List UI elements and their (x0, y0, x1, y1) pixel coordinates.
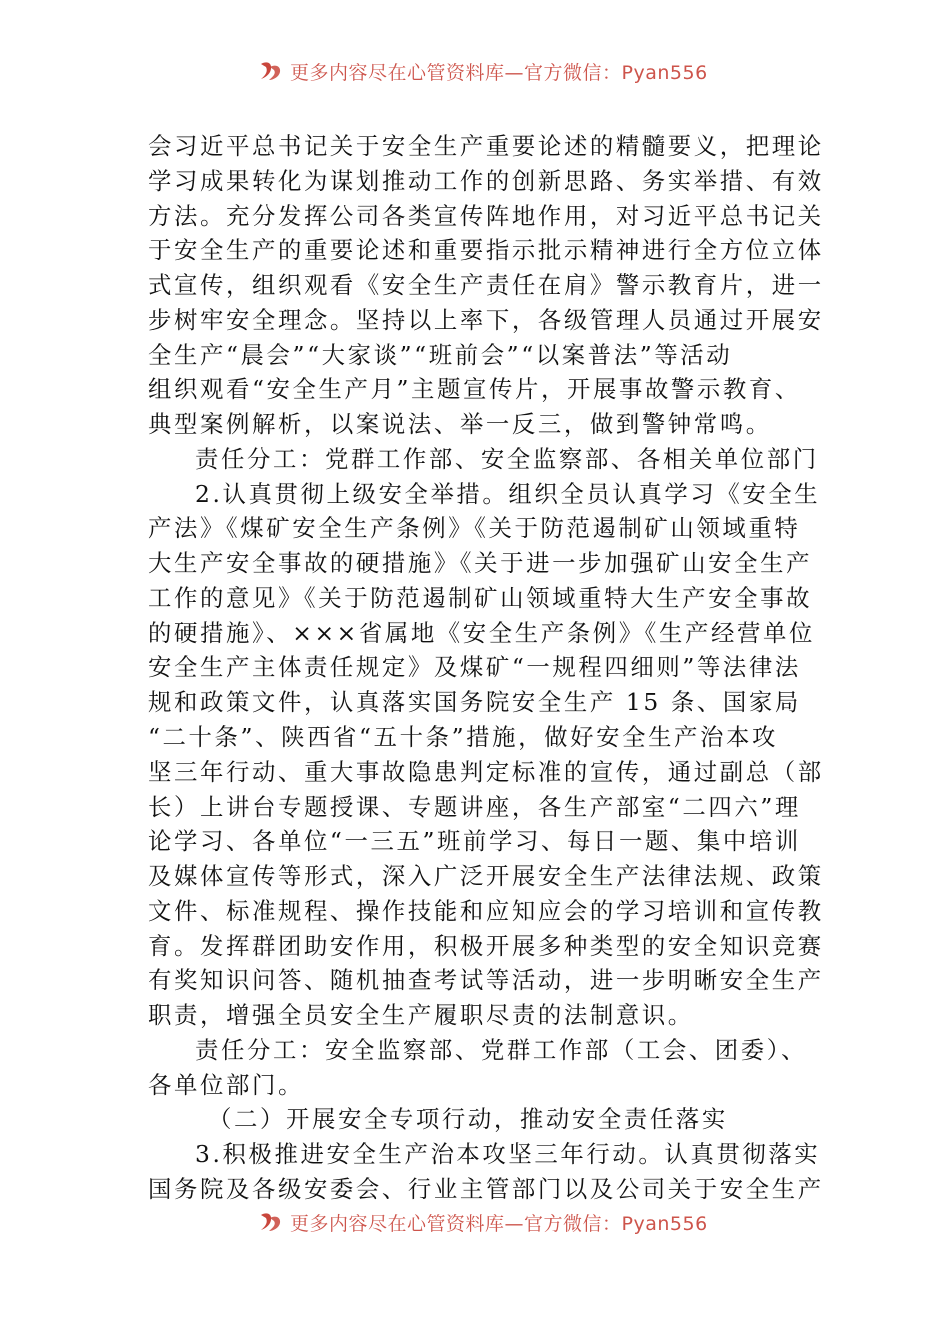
document-body (148, 129, 824, 1207)
text-line: 职责，增强全员安全生产履职尽责的法制意识。 (148, 1001, 694, 1030)
text-line: 于安全生产的重要论述和重要指示批示精神进行全方位立体 (148, 236, 824, 265)
text-line: 步树牢安全理念。坚持以上率下，各级管理人员通过开展安 (148, 305, 824, 334)
logo-icon (258, 1211, 284, 1233)
text-line: 方法。充分发挥公司各类宣传阵地作用，对习近平总书记关 (148, 201, 824, 230)
text-line: 学习成果转化为谋划推动工作的创新思路、务实举措、有效 (148, 166, 824, 195)
text-line: 规和政策文件，认真落实国务院安全生产 15 条、国家局 (148, 688, 801, 717)
text-line: 文件、标准规程、操作技能和应知应会的学习培训和宣传教 (148, 896, 824, 925)
text-line: 的硬措施》、×××省属地《安全生产条例》《生产经营单位 (148, 618, 815, 647)
text-line: 工作的意见》《关于防范遏制矿山领域重特大生产安全事故 (148, 583, 813, 612)
text-line: 3.积极推进安全生产治本攻坚三年行动。认真贯彻落实 (195, 1140, 821, 1169)
text-line: 国务院及各级安委会、行业主管部门以及公司关于安全生产 (148, 1174, 824, 1203)
text-line: 论学习、各单位“一三五”班前学习、每日一题、集中培训 (148, 827, 801, 856)
text-line: （二）开展安全专项行动，推动安全责任落实 (208, 1105, 728, 1134)
text-line: 有奖知识问答、随机抽查考试等活动，进一步明晰安全生产 (148, 966, 824, 995)
text-line: 全生产“晨会”“大家谈”“班前会”“以案普法”等活动 (148, 340, 733, 369)
text-line: 长）上讲台专题授课、专题讲座，各生产部室“二四六”理 (148, 792, 801, 821)
watermark-footer (258, 1208, 708, 1236)
text-line: “二十条”、陕西省“五十条”措施，做好安全生产治本攻 (148, 723, 779, 752)
text-line: 大生产安全事故的硬措施》《关于进一步加强矿山安全生产 (148, 549, 813, 578)
text-line: 安全生产主体责任规定》及煤矿“一规程四细则”等法律法 (148, 653, 801, 682)
text-line: 各单位部门。 (148, 1070, 304, 1099)
text-line: 会习近平总书记关于安全生产重要论述的精髓要义，把理论 (148, 132, 824, 160)
text-line: 育。发挥群团助安作用，积极开展多种类型的安全知识竞赛 (148, 931, 824, 960)
watermark-text: 更多内容尽在心管资料库—官方微信：Pyan556 (290, 61, 708, 84)
text-line: 2.认真贯彻上级安全举措。组织全员认真学习《安全生 (195, 479, 821, 508)
logo-icon (258, 60, 284, 82)
text-line: 坚三年行动、重大事故隐患判定标准的宣传，通过副总（部 (148, 757, 824, 786)
text-line: 组织观看“安全生产月”主题宣传片，开展事故警示教育、 (148, 375, 801, 404)
text-line: 责任分工：党群工作部、安全监察部、各相关单位部门 (195, 444, 819, 473)
text-line: 式宣传，组织观看《安全生产责任在肩》警示教育片，进一 (148, 271, 824, 300)
text-line: 及媒体宣传等形式，深入广泛开展安全生产法律法规、政策 (148, 862, 824, 891)
text-line: 责任分工：安全监察部、党群工作部（工会、团委）、 (195, 1035, 808, 1064)
watermark-text: 更多内容尽在心管资料库—官方微信：Pyan556 (290, 1212, 708, 1235)
text-line: 产法》《煤矿安全生产条例》《关于防范遏制矿山领域重特 (148, 514, 801, 543)
watermark-header (258, 57, 708, 85)
text-line: 典型案例解析，以案说法、举一反三，做到警钟常鸣。 (148, 410, 772, 439)
